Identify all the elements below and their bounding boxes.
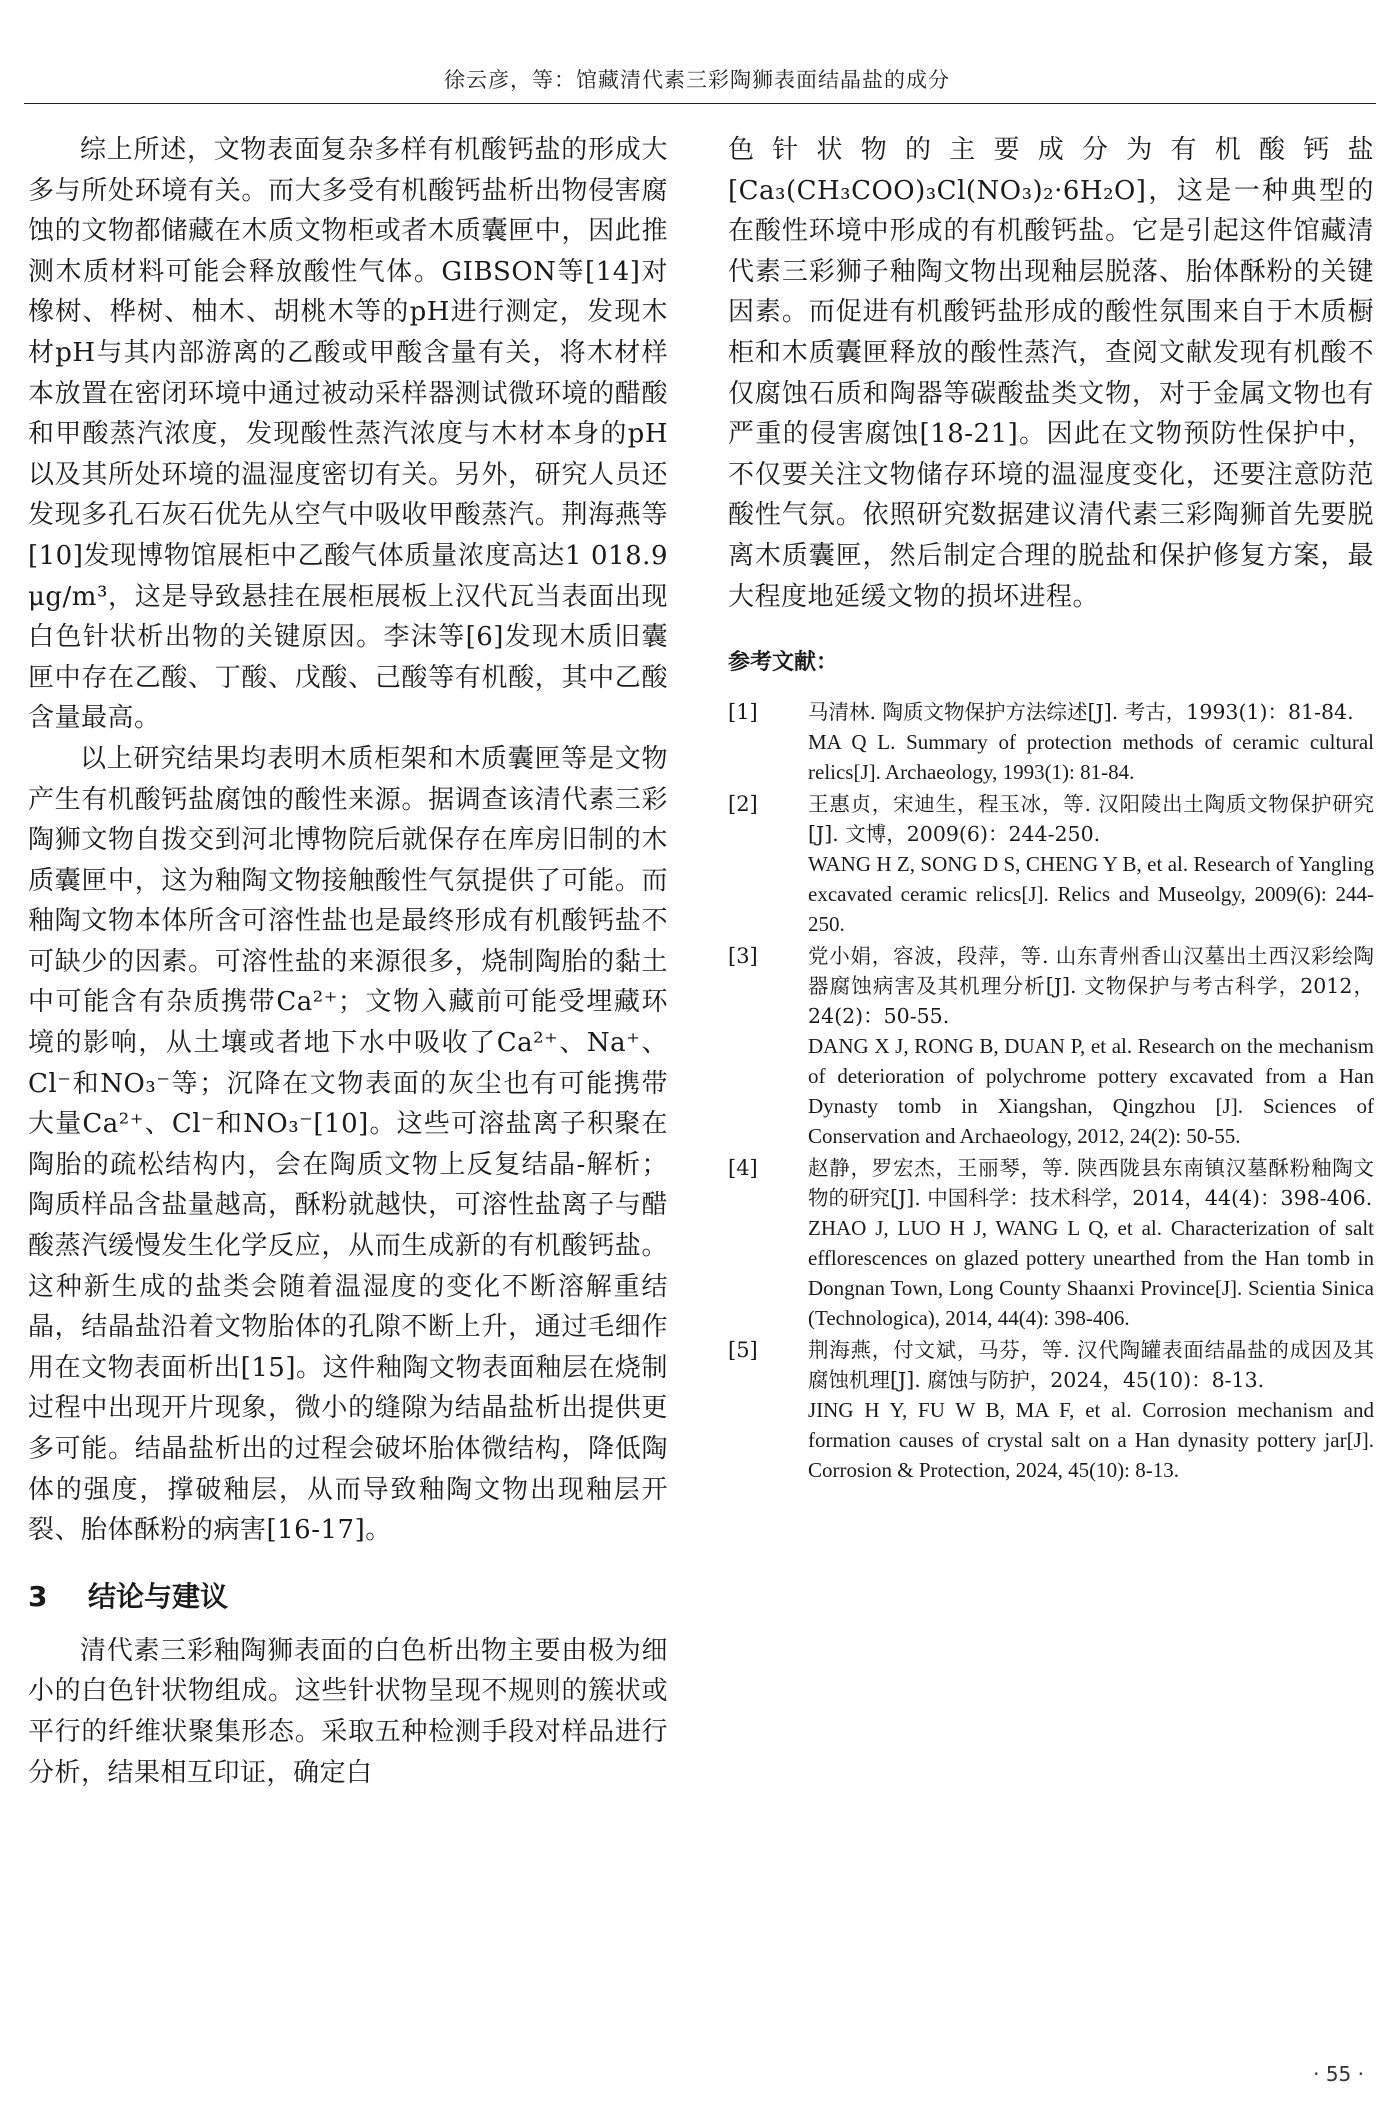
reference-english: ZHAO J, LUO H J, WANG L Q, et al. Characterization of salt efflorescences on glazed pottery unearthed from the Han tomb in Dongnan Town, Long County Shaanxi Province[J]. Scientia Sinica (Technologica), 2014, 44(4): 398-406.	[808, 1216, 1374, 1331]
reference-list	[728, 697, 1374, 1485]
reference-chinese: 王惠贞，宋迪生，程玉冰，等. 汉阳陵出土陶质文物保护研究[J]. 文博，2009(6)：244-250.	[808, 792, 1374, 847]
header-rule	[24, 103, 1376, 104]
reference-chinese: 马清林. 陶质文物保护方法综述[J]. 考古，1993(1)：81-84.	[808, 700, 1354, 725]
reference-item	[728, 941, 1374, 1151]
reference-english: WANG H Z, SONG D S, CHENG Y B, et al. Research of Yangling excavated ceramic relics[J]. Relics and Museolgy, 2009(6): 244-250.	[808, 852, 1374, 937]
references-heading: 参考文献：	[728, 650, 839, 676]
reference-number: [4]	[728, 1156, 758, 1181]
right-column	[728, 130, 1374, 1487]
body-paragraph: 以上研究结果均表明木质柜架和木质囊匣等是文物产生有机酸钙盐腐蚀的酸性来源。据调查该清代素三彩陶狮文物自拨交到河北博物院后就保存在库房旧制的木质囊匣中，这为釉陶文物接触酸性气氛提供了可能。而釉陶文物本体所含可溶性盐也是最终形成有机酸钙盐不可缺少的因素。可溶性盐的来源很多，烧制陶胎的黏土中可能含有杂质携带Ca²⁺；文物入藏前可能受埋藏环境的影响，从土壤或者地下水中吸收了Ca²⁺、Na⁺、Cl⁻和NO₃⁻等；沉降在文物表面的灰尘也有可能携带大量Ca²⁺、Cl⁻和NO₃⁻[10]。这些可溶盐离子积聚在陶胎的疏松结构内，会在陶质文物上反复结晶-解析；陶质样品含盐量越高，酥粉就越快，可溶性盐离子与醋酸蒸汽缓慢发生化学反应，从而生成新的有机酸钙盐。这种新生成的盐类会随着温湿度的变化不断溶解重结晶，结晶盐沿着文物胎体的孔隙不断上升，通过毛细作用在文物表面析出[15]。这件釉陶文物表面釉层在烧制过程中出现开片现象，微小的缝隙为结晶盐析出提供更多可能。结晶盐析出的过程会破坏胎体微结构，降低陶体的强度，撑破釉层，从而导致釉陶文物出现釉层开裂、胎体酥粉的病害[16-17]。	[28, 743, 668, 1546]
reference-number: [1]	[728, 700, 758, 725]
reference-item	[728, 789, 1374, 939]
body-paragraph: 色针状物的主要成分为有机酸钙盐[Ca₃(CH₃COO)₃Cl(NO₃)₂·6H₂O]，这是一种典型的在酸性环境中形成的有机酸钙盐。它是引起这件馆藏清代素三彩狮子釉陶文物出现釉层脱落、胎体酥粉的关键因素。而促进有机酸钙盐形成的酸性氛围来自于木质橱柜和木质囊匣释放的酸性蒸汽，查阅文献发现有机酸不仅腐蚀石质和陶器等碳酸盐类文物，对于金属文物也有严重的侵害腐蚀[18-21]。因此在文物预防性保护中，不仅要关注文物储存环境的温湿度变化，还要注意防范酸性气氛。依照研究数据建议清代素三彩陶狮首先要脱离木质囊匣，然后制定合理的脱盐和保护修复方案，最大程度地延缓文物的损坏进程。	[728, 135, 1374, 612]
reference-english: DANG X J, RONG B, DUAN P, et al. Research on the mechanism of deterioration of polychrome pottery excavated from a Han Dynasty tomb in Xiangshan, Qingzhou [J]. Sciences of Conservation and Archaeology, 2012, 24(2): 50-55.	[808, 1034, 1374, 1149]
reference-number: [5]	[728, 1338, 758, 1363]
reference-item	[728, 1335, 1374, 1485]
page-number: · 55 ·	[1313, 2062, 1364, 2086]
reference-number: [3]	[728, 944, 758, 969]
reference-chinese: 赵静，罗宏杰，王丽琴，等. 陕西陇县东南镇汉墓酥粉釉陶文物的研究[J]. 中国科学：技术科学，2014，44(4)：398-406.	[808, 1156, 1374, 1211]
running-header: 徐云彦，等：馆藏清代素三彩陶狮表面结晶盐的成分	[444, 68, 950, 92]
body-paragraph: 综上所述，文物表面复杂多样有机酸钙盐的形成大多与所处环境有关。而大多受有机酸钙盐析出物侵害腐蚀的文物都储藏在木质文物柜或者木质囊匣中，因此推测木质材料可能会释放酸性气体。GIBSON等[14]对橡树、桦树、柚木、胡桃木等的pH进行测定，发现木材pH与其内部游离的乙酸或甲酸含量有关，将木材样本放置在密闭环境中通过被动采样器测试微环境的醋酸和甲酸蒸汽浓度，发现酸性蒸汽浓度与木材本身的pH以及其所处环境的温湿度密切有关。另外，研究人员还发现多孔石灰石优先从空气中吸收甲酸蒸汽。荆海燕等[10]发现博物馆展柜中乙酸气体质量浓度高达1 018.9 μg/m³，这是导致悬挂在展柜展板上汉代瓦当表面出现白色针状析出物的关键原因。李沫等[6]发现木质旧囊匣中存在乙酸、丁酸、戊酸、己酸等有机酸，其中乙酸含量最高。	[28, 135, 668, 734]
reference-english: JING H Y, FU W B, MA F, et al. Corrosion mechanism and formation causes of crystal salt on a Han dynasity pottery jar[J]. Corrosion & Protection, 2024, 45(10): 8-13.	[808, 1398, 1374, 1483]
section-title: 结论与建议	[88, 1579, 229, 1613]
section-number: 3	[28, 1579, 48, 1613]
reference-chinese: 荆海燕，付文斌，马芬，等. 汉代陶罐表面结晶盐的成因及其腐蚀机理[J]. 腐蚀与防护，2024，45(10)：8-13.	[808, 1338, 1374, 1393]
body-paragraph: 清代素三彩釉陶狮表面的白色析出物主要由极为细小的白色针状物组成。这些针状物呈现不规则的簇状或平行的纤维状聚集形态。采取五种检测手段对样品进行分析，结果相互印证，确定白	[28, 1635, 668, 1788]
reference-item	[728, 1153, 1374, 1333]
left-column	[28, 130, 668, 1793]
reference-item	[728, 697, 1374, 787]
section-heading	[28, 1577, 668, 1617]
reference-number: [2]	[728, 792, 758, 817]
reference-chinese: 党小娟，容波，段萍，等. 山东青州香山汉墓出土西汉彩绘陶器腐蚀病害及其机理分析[J]. 文物保护与考古科学，2012，24(2)：50-55.	[808, 944, 1374, 1029]
reference-english: MA Q L. Summary of protection methods of ceramic cultural relics[J]. Archaeology, 1993(1): 81-84.	[808, 730, 1374, 785]
